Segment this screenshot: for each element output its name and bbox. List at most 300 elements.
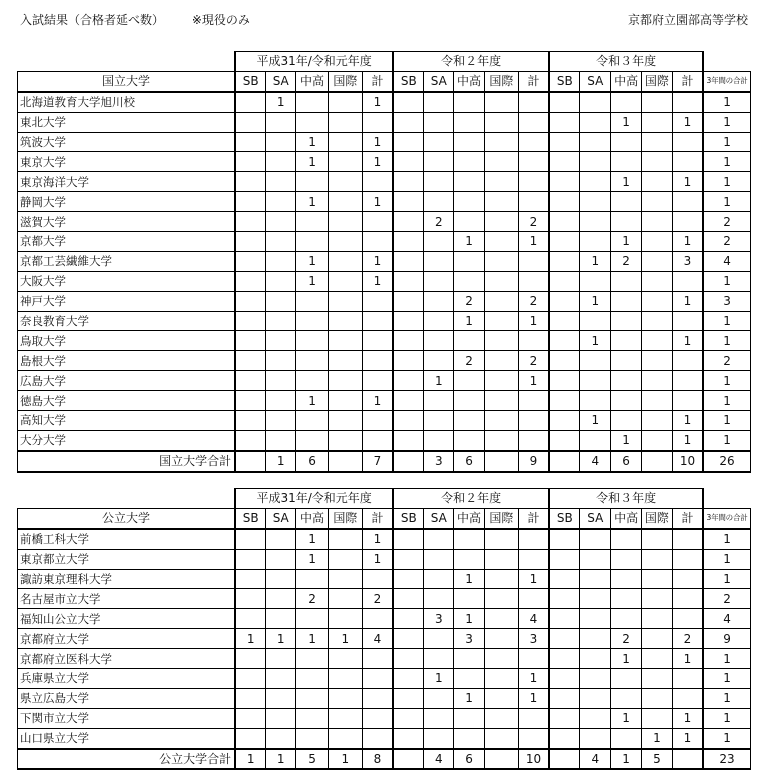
count-cell	[642, 391, 673, 411]
count-cell	[642, 609, 673, 629]
university-name: 下関市立大学	[18, 708, 236, 728]
count-cell	[424, 569, 454, 589]
count-cell: 1	[703, 669, 750, 689]
count-cell: 1	[296, 549, 329, 569]
count-cell: 1	[580, 331, 611, 351]
total-cell	[549, 749, 580, 770]
count-cell	[393, 331, 424, 351]
count-cell	[296, 371, 329, 391]
public-university-table	[17, 488, 751, 770]
count-cell	[580, 232, 611, 252]
total-cell: 5	[296, 749, 329, 770]
count-cell: 1	[703, 331, 750, 351]
count-cell	[235, 192, 266, 212]
count-cell	[235, 311, 266, 331]
count-cell: 1	[328, 629, 362, 649]
count-cell	[484, 649, 518, 669]
count-cell	[235, 728, 266, 748]
column-header: 国際	[642, 71, 673, 91]
count-cell	[672, 589, 703, 609]
count-cell	[393, 430, 424, 450]
count-cell	[642, 212, 673, 232]
count-cell	[484, 391, 518, 411]
count-cell	[611, 271, 642, 291]
period-header: 平成31年/令和元年度	[235, 52, 393, 72]
count-cell	[328, 92, 362, 112]
count-cell	[424, 391, 454, 411]
count-cell: 2	[703, 351, 750, 371]
count-cell	[484, 132, 518, 152]
column-header: 中高	[454, 508, 485, 528]
count-cell	[393, 172, 424, 192]
count-cell	[362, 331, 393, 351]
total-cell: 4	[424, 749, 454, 770]
count-cell	[549, 430, 580, 450]
count-cell	[484, 569, 518, 589]
count-cell	[328, 192, 362, 212]
university-name: 兵庫県立大学	[18, 669, 236, 689]
count-cell	[424, 649, 454, 669]
count-cell: 1	[611, 649, 642, 669]
count-cell	[549, 728, 580, 748]
count-cell	[266, 232, 296, 252]
count-cell: 1	[703, 271, 750, 291]
count-cell: 1	[296, 391, 329, 411]
column-header: SA	[266, 508, 296, 528]
count-cell	[328, 331, 362, 351]
count-cell	[454, 251, 485, 271]
count-cell	[580, 549, 611, 569]
count-cell	[549, 92, 580, 112]
count-cell	[580, 212, 611, 232]
total-cell: 26	[703, 451, 750, 472]
count-cell	[362, 569, 393, 589]
count-cell	[266, 728, 296, 748]
university-name: 筑波大学	[18, 132, 236, 152]
table-row	[18, 291, 751, 311]
count-cell: 9	[703, 629, 750, 649]
count-cell: 1	[362, 152, 393, 172]
count-cell	[642, 92, 673, 112]
count-cell: 1	[424, 669, 454, 689]
count-cell	[611, 311, 642, 331]
count-cell	[424, 589, 454, 609]
count-cell	[580, 629, 611, 649]
count-cell	[328, 430, 362, 450]
count-cell: 1	[703, 172, 750, 192]
column-header: SA	[580, 508, 611, 528]
count-cell	[580, 192, 611, 212]
count-cell	[549, 589, 580, 609]
count-cell	[362, 172, 393, 192]
count-cell	[328, 172, 362, 192]
table-row	[18, 212, 751, 232]
count-cell	[518, 92, 549, 112]
total-row	[18, 451, 751, 472]
count-cell	[518, 132, 549, 152]
university-name: 京都府立医科大学	[18, 649, 236, 669]
count-cell: 1	[518, 688, 549, 708]
count-cell	[672, 212, 703, 232]
column-header: 国際	[642, 508, 673, 528]
count-cell	[235, 688, 266, 708]
count-cell	[328, 371, 362, 391]
count-cell	[580, 688, 611, 708]
count-cell	[362, 430, 393, 450]
period-header: 令和３年度	[549, 489, 703, 509]
count-cell: 2	[518, 212, 549, 232]
column-header: 国際	[328, 71, 362, 91]
count-cell: 1	[703, 371, 750, 391]
count-cell	[484, 172, 518, 192]
count-cell: 1	[424, 371, 454, 391]
count-cell	[235, 112, 266, 132]
table-row	[18, 688, 751, 708]
count-cell: 1	[642, 728, 673, 748]
count-cell	[611, 291, 642, 311]
total-cell: 4	[580, 451, 611, 472]
count-cell: 1	[454, 688, 485, 708]
count-cell	[580, 371, 611, 391]
count-cell	[454, 391, 485, 411]
count-cell	[424, 172, 454, 192]
count-cell	[580, 430, 611, 450]
column-header: 計	[362, 508, 393, 528]
total-cell	[393, 451, 424, 472]
count-cell: 1	[296, 152, 329, 172]
count-cell: 1	[611, 172, 642, 192]
count-cell	[454, 589, 485, 609]
count-cell	[328, 649, 362, 669]
count-cell: 1	[703, 152, 750, 172]
count-cell	[235, 291, 266, 311]
total-label: 国立大学合計	[18, 451, 236, 472]
count-cell	[393, 132, 424, 152]
count-cell	[580, 132, 611, 152]
count-cell	[235, 132, 266, 152]
university-name: 東京海洋大学	[18, 172, 236, 192]
count-cell	[454, 549, 485, 569]
table-row	[18, 271, 751, 291]
total-cell: 1	[266, 451, 296, 472]
count-cell: 1	[672, 411, 703, 431]
count-cell	[424, 629, 454, 649]
count-cell	[328, 351, 362, 371]
count-cell	[328, 132, 362, 152]
count-cell	[549, 251, 580, 271]
count-cell	[362, 649, 393, 669]
count-cell	[484, 669, 518, 689]
count-cell	[642, 549, 673, 569]
count-cell	[611, 331, 642, 351]
count-cell: 1	[703, 549, 750, 569]
count-cell: 2	[703, 232, 750, 252]
count-cell	[266, 271, 296, 291]
count-cell	[362, 291, 393, 311]
count-cell	[235, 92, 266, 112]
count-cell	[235, 649, 266, 669]
count-cell	[518, 589, 549, 609]
count-cell: 3	[424, 609, 454, 629]
count-cell	[454, 529, 485, 549]
count-cell: 1	[296, 192, 329, 212]
count-cell	[296, 112, 329, 132]
count-cell	[642, 629, 673, 649]
university-name: 島根大学	[18, 351, 236, 371]
count-cell	[266, 291, 296, 311]
count-cell	[484, 708, 518, 728]
university-name: 山口県立大学	[18, 728, 236, 748]
count-cell	[549, 311, 580, 331]
column-header: 国際	[484, 71, 518, 91]
count-cell	[549, 669, 580, 689]
count-cell	[296, 351, 329, 371]
count-cell	[518, 728, 549, 748]
total-cell	[484, 749, 518, 770]
count-cell: 1	[672, 331, 703, 351]
count-cell	[296, 728, 329, 748]
total-cell	[235, 451, 266, 472]
table-row	[18, 152, 751, 172]
count-cell: 1	[518, 232, 549, 252]
count-cell	[549, 331, 580, 351]
count-cell	[362, 351, 393, 371]
count-cell	[328, 411, 362, 431]
total-cell: 5	[642, 749, 673, 770]
count-cell	[266, 688, 296, 708]
count-cell	[266, 251, 296, 271]
count-cell	[424, 92, 454, 112]
total-cell: 6	[296, 451, 329, 472]
count-cell: 1	[703, 112, 750, 132]
count-cell: 3	[703, 291, 750, 311]
total-cell: 7	[362, 451, 393, 472]
count-cell: 1	[362, 92, 393, 112]
count-cell	[672, 529, 703, 549]
period-header: 令和３年度	[549, 52, 703, 72]
count-cell	[484, 411, 518, 431]
count-cell	[266, 708, 296, 728]
count-cell	[296, 331, 329, 351]
count-cell: 1	[362, 132, 393, 152]
total-cell: 9	[518, 451, 549, 472]
university-name: 徳島大学	[18, 391, 236, 411]
count-cell	[328, 669, 362, 689]
count-cell: 1	[672, 291, 703, 311]
count-cell	[518, 708, 549, 728]
total-cell: 4	[580, 749, 611, 770]
university-name: 福知山公立大学	[18, 609, 236, 629]
university-name: 諏訪東京理科大学	[18, 569, 236, 589]
count-cell	[393, 669, 424, 689]
count-cell	[362, 311, 393, 331]
count-cell: 4	[703, 251, 750, 271]
count-cell	[484, 271, 518, 291]
count-cell	[454, 649, 485, 669]
count-cell: 1	[266, 92, 296, 112]
count-cell: 3	[672, 251, 703, 271]
count-cell	[424, 271, 454, 291]
corner-blank-right	[703, 52, 750, 72]
count-cell	[362, 232, 393, 252]
count-cell	[549, 649, 580, 669]
total-cell	[642, 451, 673, 472]
count-cell: 1	[703, 430, 750, 450]
count-cell	[580, 728, 611, 748]
count-cell: 2	[611, 629, 642, 649]
column-header: 計	[362, 71, 393, 91]
count-cell	[484, 331, 518, 351]
count-cell	[518, 649, 549, 669]
count-cell	[549, 629, 580, 649]
count-cell: 1	[611, 232, 642, 252]
count-cell	[235, 411, 266, 431]
count-cell	[580, 649, 611, 669]
count-cell	[424, 529, 454, 549]
count-cell	[393, 232, 424, 252]
count-cell: 1	[266, 629, 296, 649]
count-cell	[362, 411, 393, 431]
count-cell	[266, 569, 296, 589]
count-cell: 1	[703, 569, 750, 589]
count-cell: 1	[580, 251, 611, 271]
university-name: 東京大学	[18, 152, 236, 172]
count-cell	[642, 351, 673, 371]
count-cell	[424, 688, 454, 708]
table-row	[18, 549, 751, 569]
count-cell	[424, 430, 454, 450]
table-row	[18, 708, 751, 728]
count-cell	[393, 152, 424, 172]
count-cell: 2	[703, 212, 750, 232]
count-cell	[611, 371, 642, 391]
table-row	[18, 172, 751, 192]
count-cell	[235, 669, 266, 689]
count-cell	[235, 708, 266, 728]
count-cell: 1	[362, 391, 393, 411]
count-cell	[424, 251, 454, 271]
count-cell	[235, 351, 266, 371]
count-cell	[328, 152, 362, 172]
count-cell	[642, 331, 673, 351]
count-cell	[266, 331, 296, 351]
count-cell	[393, 311, 424, 331]
count-cell	[549, 132, 580, 152]
count-cell	[611, 529, 642, 549]
university-name: 静岡大学	[18, 192, 236, 212]
count-cell	[393, 251, 424, 271]
count-cell	[642, 251, 673, 271]
count-cell: 1	[611, 708, 642, 728]
count-cell: 1	[672, 232, 703, 252]
count-cell	[296, 569, 329, 589]
count-cell	[484, 549, 518, 569]
count-cell	[266, 669, 296, 689]
count-cell	[266, 430, 296, 450]
count-cell	[642, 411, 673, 431]
count-cell	[235, 271, 266, 291]
count-cell: 1	[362, 251, 393, 271]
table-row	[18, 629, 751, 649]
count-cell	[328, 291, 362, 311]
count-cell	[611, 688, 642, 708]
corner-blank	[18, 489, 236, 509]
table-row	[18, 251, 751, 271]
count-cell	[393, 589, 424, 609]
count-cell: 1	[518, 569, 549, 589]
count-cell	[328, 232, 362, 252]
count-cell: 1	[454, 232, 485, 252]
count-cell	[454, 430, 485, 450]
count-cell	[362, 688, 393, 708]
count-cell	[266, 311, 296, 331]
total-cell: 6	[454, 749, 485, 770]
count-cell	[328, 688, 362, 708]
university-name: 京都大学	[18, 232, 236, 252]
count-cell	[549, 708, 580, 728]
count-cell	[672, 192, 703, 212]
count-cell	[484, 728, 518, 748]
corner-blank-right	[703, 489, 750, 509]
count-cell	[328, 569, 362, 589]
count-cell: 1	[703, 529, 750, 549]
table-row	[18, 132, 751, 152]
count-cell	[642, 232, 673, 252]
count-cell: 2	[362, 589, 393, 609]
count-cell	[393, 549, 424, 569]
count-cell	[580, 92, 611, 112]
count-cell	[642, 371, 673, 391]
total-cell: 8	[362, 749, 393, 770]
count-cell	[296, 92, 329, 112]
count-cell	[424, 331, 454, 351]
count-cell	[266, 351, 296, 371]
count-cell: 1	[672, 430, 703, 450]
university-name: 鳥取大学	[18, 331, 236, 351]
count-cell	[549, 688, 580, 708]
count-cell	[484, 192, 518, 212]
count-cell	[393, 112, 424, 132]
university-name: 東北大学	[18, 112, 236, 132]
count-cell: 1	[454, 569, 485, 589]
count-cell	[393, 411, 424, 431]
count-cell	[235, 212, 266, 232]
count-cell	[611, 549, 642, 569]
column-header: SB	[235, 71, 266, 91]
count-cell	[580, 391, 611, 411]
column-header: 中高	[296, 71, 329, 91]
count-cell: 1	[611, 430, 642, 450]
count-cell	[611, 212, 642, 232]
count-cell	[642, 529, 673, 549]
count-cell: 1	[235, 629, 266, 649]
total-cell: 1	[328, 749, 362, 770]
count-cell	[642, 708, 673, 728]
count-cell	[362, 708, 393, 728]
count-cell	[235, 529, 266, 549]
count-cell	[328, 271, 362, 291]
column-header-row	[18, 508, 751, 528]
count-cell	[580, 311, 611, 331]
total-cell	[328, 451, 362, 472]
count-cell	[518, 430, 549, 450]
count-cell	[611, 411, 642, 431]
count-cell	[580, 589, 611, 609]
count-cell	[235, 331, 266, 351]
count-cell	[484, 589, 518, 609]
count-cell: 1	[703, 311, 750, 331]
count-cell	[454, 172, 485, 192]
